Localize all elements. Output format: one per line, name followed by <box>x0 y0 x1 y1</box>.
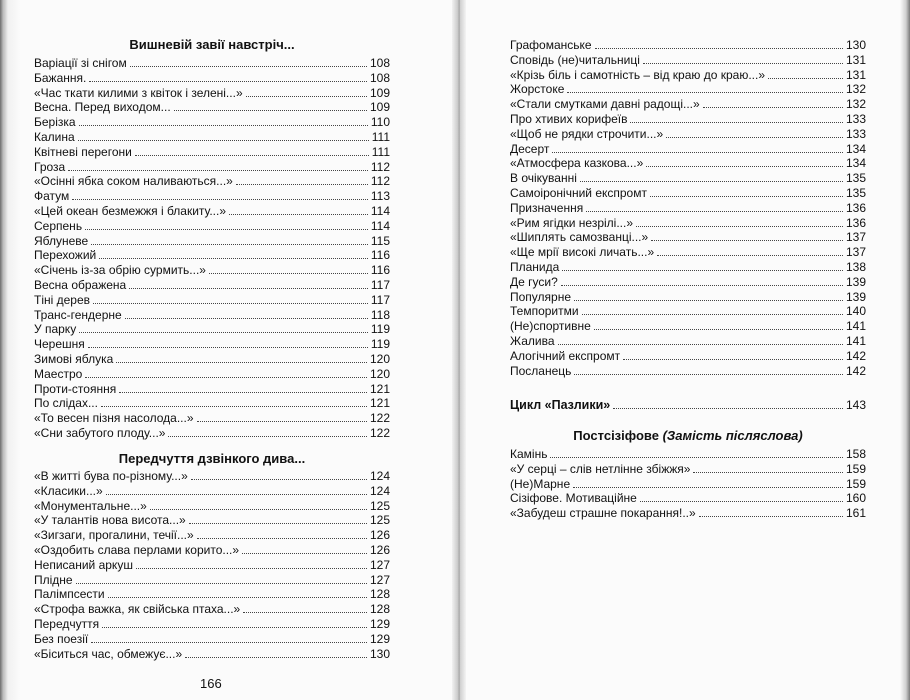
dot-leader <box>666 137 843 138</box>
entry-page-number: 116 <box>370 263 390 278</box>
entry-page-number: 158 <box>845 447 866 461</box>
dot-leader <box>236 184 368 185</box>
toc-entry <box>34 573 390 588</box>
toc-entry <box>510 491 866 506</box>
entry-title: Перехожий <box>34 248 97 263</box>
toc-entry <box>510 142 866 157</box>
dot-leader <box>550 457 843 458</box>
entry-title: Весна. Перед виходом... <box>34 100 171 115</box>
entry-title: «Цей океан безмежжя і блакиту...» <box>34 203 227 218</box>
toc-entry <box>510 447 866 462</box>
entry-page-number: 134 <box>845 156 866 171</box>
dot-leader <box>558 344 843 345</box>
entry-page-number: 120 <box>369 351 390 366</box>
entry-title: Темпоритми <box>510 304 579 319</box>
entry-title: Плідне <box>34 572 73 587</box>
toc-entry <box>34 189 390 204</box>
entry-page-number: 110 <box>370 115 390 130</box>
entry-title: Без поезії <box>34 631 89 646</box>
section-subtitle: (Замість післяслова) <box>662 428 803 443</box>
entry-title: «Зигзаги, прогалини, течії...» <box>34 528 194 543</box>
entry-title: Маестро <box>34 366 83 381</box>
entry-page-number: 161 <box>845 506 866 521</box>
dot-leader <box>102 627 367 628</box>
dot-leader <box>174 110 367 111</box>
entry-title: Про хтивих корифеїв <box>510 111 628 126</box>
entry-title: Алогічний експромт <box>510 348 621 363</box>
entry-page-number: 130 <box>369 646 390 661</box>
toc-entry <box>510 201 866 216</box>
toc-entry <box>34 263 390 278</box>
dot-leader <box>85 377 367 378</box>
entry-page-number: 114 <box>370 218 390 233</box>
entry-page-number: 111 <box>371 129 390 144</box>
dot-leader <box>582 314 843 315</box>
entry-page-number: 108 <box>369 56 390 70</box>
dot-leader <box>703 107 843 108</box>
toc-entry <box>34 219 390 234</box>
dot-leader <box>243 612 367 613</box>
entry-page-number: 129 <box>369 616 390 631</box>
section-heading-vyshnevii: Вишневій завії навстріч... <box>129 37 295 52</box>
toc-entry <box>34 499 390 514</box>
toc-entry <box>34 322 390 337</box>
dot-leader <box>108 597 367 598</box>
entry-title: Варіації зі снігом <box>34 56 127 70</box>
dot-leader <box>699 516 843 517</box>
entry-page-number: 119 <box>370 337 390 352</box>
dot-leader <box>197 421 367 422</box>
dot-leader <box>88 347 368 348</box>
entry-page-number: 126 <box>369 542 390 557</box>
dot-leader <box>651 240 843 241</box>
dot-leader <box>119 392 367 393</box>
toc-entry <box>34 56 390 71</box>
entry-title: Квітневі перегони <box>34 144 132 159</box>
toc-entry <box>34 426 390 441</box>
dot-leader <box>78 140 369 141</box>
dot-leader <box>106 494 367 495</box>
entry-page-number: 159 <box>845 476 866 491</box>
entry-page-number: 159 <box>845 461 866 476</box>
section-heading-peredchuttia: Передчуття дзвінкого дива... <box>118 451 306 466</box>
dot-leader <box>768 78 843 79</box>
entry-page-number: 141 <box>845 333 866 348</box>
entry-title: Популярне <box>510 289 572 304</box>
entry-page-number: 117 <box>370 277 390 292</box>
dot-leader <box>693 472 843 473</box>
dot-leader <box>116 362 367 363</box>
toc-entry <box>510 506 866 521</box>
entry-page-number: 127 <box>369 557 390 572</box>
entry-title: Черешня <box>34 337 85 352</box>
dot-leader <box>189 523 367 524</box>
dot-leader <box>209 273 368 274</box>
entry-title: «Січень із-за обрію сурмить...» <box>34 263 206 278</box>
toc-entry <box>34 248 390 263</box>
dot-leader <box>613 408 843 409</box>
toc-entry <box>510 477 866 492</box>
entry-title: «Стали смутками давні радощі...» <box>510 97 700 112</box>
entry-page-number: 109 <box>369 100 390 115</box>
toc-entry <box>34 411 390 426</box>
dot-leader <box>150 509 367 510</box>
dot-leader <box>246 96 367 97</box>
dot-leader <box>552 152 843 153</box>
dot-leader <box>129 288 368 289</box>
dot-leader <box>135 155 369 156</box>
entry-title: Неписаний аркуш <box>34 557 133 572</box>
dot-leader <box>643 63 843 64</box>
toc-list-section3 <box>510 447 866 521</box>
toc-entry <box>34 382 390 397</box>
entry-title: Фатум <box>34 189 70 204</box>
toc-entry <box>34 602 390 617</box>
entry-title: (Не)спортивне <box>510 319 591 334</box>
entry-title: «Оздобить слава перлами корито...» <box>34 542 240 557</box>
entry-title: «У талантів нова висота...» <box>34 513 186 528</box>
entry-page-number: 122 <box>369 425 390 440</box>
toc-entry <box>34 647 390 662</box>
entry-page-number: 132 <box>845 97 866 112</box>
entry-page-number: 116 <box>370 248 390 263</box>
toc-entry <box>510 290 866 305</box>
dot-leader <box>650 196 843 197</box>
entry-title: «Шиплять самозванці...» <box>510 230 649 245</box>
entry-page-number: 114 <box>370 203 390 218</box>
dot-leader <box>229 214 368 215</box>
entry-title: «Монументальне...» <box>34 498 147 513</box>
entry-title: Зимові яблука <box>34 351 114 366</box>
toc-entry <box>34 234 390 249</box>
entry-title: Передчуття <box>34 616 100 631</box>
entry-title: Графоманське <box>510 38 592 52</box>
toc-entry <box>510 319 866 334</box>
entry-page-number: 139 <box>845 274 866 289</box>
dot-leader <box>72 199 368 200</box>
dot-leader <box>91 244 368 245</box>
entry-title: По слідах... <box>34 396 98 411</box>
entry-page-number: 113 <box>370 189 390 204</box>
entry-title: «В житті бува по-різному...» <box>34 469 188 483</box>
toc-entry <box>34 86 390 101</box>
entry-title: Палімпсести <box>34 587 105 602</box>
dot-leader <box>623 359 843 360</box>
entry-page-number: 108 <box>369 70 390 85</box>
entry-title: «Рим ягідки незрілі...» <box>510 215 634 230</box>
dot-leader <box>79 125 368 126</box>
entry-title: Жорстоке <box>510 82 565 97</box>
entry-page-number: 137 <box>845 230 866 245</box>
entry-page-number: 130 <box>845 38 866 52</box>
entry-page-number: 133 <box>845 111 866 126</box>
entry-title: Тіні дерев <box>34 292 91 307</box>
toc-entry <box>510 156 866 171</box>
entry-page-number: 117 <box>370 292 390 307</box>
entry-page-number: 128 <box>369 602 390 617</box>
dot-leader <box>79 332 368 333</box>
toc-entry <box>34 204 390 219</box>
entry-page-number: 141 <box>845 319 866 334</box>
entry-page-number: 131 <box>845 67 866 82</box>
dot-leader <box>101 406 367 407</box>
toc-entry <box>510 186 866 201</box>
cycle-page: 143 <box>845 398 866 412</box>
entry-page-number: 120 <box>369 366 390 381</box>
entry-title: Проти-стояння <box>34 381 117 396</box>
entry-title: Яблуневе <box>34 233 89 248</box>
dot-leader <box>185 657 367 658</box>
cycle-entry-pazlyky <box>510 398 866 412</box>
entry-page-number: 140 <box>845 304 866 319</box>
toc-entry <box>510 68 866 83</box>
dot-leader <box>68 170 368 171</box>
toc-entry <box>34 632 390 647</box>
entry-title: «Атмосфера казкова...» <box>510 156 644 171</box>
dot-leader <box>567 92 843 93</box>
dot-leader <box>242 553 367 554</box>
dot-leader <box>594 329 843 330</box>
toc-entry <box>34 174 390 189</box>
entry-title: (Не)Марне <box>510 476 571 491</box>
toc-entry <box>34 115 390 130</box>
toc-entry <box>510 304 866 319</box>
toc-entry <box>510 230 866 245</box>
dot-leader <box>561 285 843 286</box>
entry-page-number: 115 <box>370 233 390 248</box>
entry-page-number: 124 <box>369 469 390 483</box>
toc-entry <box>34 484 390 499</box>
toc-entry <box>34 528 390 543</box>
entry-page-number: 112 <box>370 174 390 189</box>
entry-page-number: 134 <box>845 141 866 156</box>
entry-title: «У серці – слів нетлінне збіжжя» <box>510 461 691 476</box>
cycle-title: Цикл «Пазлики» <box>510 398 611 412</box>
entry-page-number: 135 <box>845 185 866 200</box>
toc-entry <box>34 543 390 558</box>
section-heading-postsizifove <box>510 428 866 443</box>
entry-page-number: 119 <box>370 322 390 337</box>
entry-title: Жалива <box>510 333 555 348</box>
entry-title: Серпень <box>34 218 83 233</box>
entry-title: «Біситься час, обмежує...» <box>34 646 183 661</box>
entry-page-number: 109 <box>369 85 390 100</box>
toc-entry <box>34 513 390 528</box>
entry-title: Калина <box>34 129 75 144</box>
toc-entry <box>34 308 390 323</box>
dot-leader <box>85 229 368 230</box>
entry-page-number: 112 <box>370 159 390 174</box>
toc-entry <box>34 587 390 602</box>
entry-title: «Ще мрії високі личать...» <box>510 245 655 260</box>
dot-leader <box>130 66 367 67</box>
entry-page-number: 133 <box>845 126 866 141</box>
toc-entry <box>510 171 866 186</box>
dot-leader <box>562 270 843 271</box>
dot-leader <box>586 211 843 212</box>
entry-title: Берізка <box>34 115 76 130</box>
toc-entry <box>34 469 390 484</box>
toc-entry <box>34 337 390 352</box>
dot-leader <box>168 436 367 437</box>
entry-title: «Класики...» <box>34 483 103 498</box>
entry-page-number: 124 <box>369 483 390 498</box>
toc-entry <box>34 160 390 175</box>
dot-leader <box>646 166 843 167</box>
entry-page-number: 160 <box>845 491 866 506</box>
toc-list-section1 <box>34 56 390 441</box>
entry-page-number: 136 <box>845 215 866 230</box>
entry-title: Посланець <box>510 363 572 378</box>
entry-title: Сповідь (не)читальниці <box>510 52 640 67</box>
dot-leader <box>595 48 843 49</box>
dot-leader <box>89 81 367 82</box>
entry-title: Гроза <box>34 159 66 174</box>
entry-title: Сізіфове. Мотиваційне <box>510 491 637 506</box>
toc-entry <box>34 145 390 160</box>
entry-title: «Сни забутого плоду...» <box>34 425 166 440</box>
dot-leader <box>91 642 367 643</box>
toc-entry <box>34 278 390 293</box>
dot-leader <box>630 122 842 123</box>
toc-entry <box>510 364 866 379</box>
dot-leader <box>76 583 367 584</box>
toc-entry <box>510 38 866 53</box>
entry-title: Планида <box>510 259 560 274</box>
dot-leader <box>640 501 843 502</box>
dot-leader <box>136 568 367 569</box>
entry-page-number: 126 <box>369 528 390 543</box>
toc-entry <box>34 293 390 308</box>
dot-leader <box>125 318 368 319</box>
toc-entry <box>510 53 866 68</box>
entry-page-number: 121 <box>369 381 390 396</box>
entry-page-number: 132 <box>845 82 866 97</box>
entry-title: «Строфа важка, як свійська птаха...» <box>34 602 241 617</box>
toc-entry <box>34 617 390 632</box>
entry-page-number: 139 <box>845 289 866 304</box>
entry-title: «Час ткати килими з квіток і зелені...» <box>34 85 243 100</box>
toc-entry <box>510 462 866 477</box>
entry-title: Бажання. <box>34 70 87 85</box>
dot-leader <box>580 181 843 182</box>
dot-leader <box>93 303 368 304</box>
entry-title: Транс-гендерне <box>34 307 122 322</box>
toc-entry <box>34 367 390 382</box>
entry-title: Самоіронічний експромт <box>510 185 647 200</box>
page-edge-right <box>900 0 910 700</box>
toc-entry <box>510 334 866 349</box>
toc-entry <box>34 396 390 411</box>
entry-title: Весна ображена <box>34 277 127 292</box>
entry-page-number: 142 <box>845 363 866 378</box>
entry-page-number: 127 <box>369 572 390 587</box>
toc-entry <box>34 558 390 573</box>
book-gutter <box>452 0 466 700</box>
entry-page-number: 118 <box>370 307 390 322</box>
dot-leader <box>574 300 843 301</box>
section-title: Постсізіфове <box>573 428 659 443</box>
entry-page-number: 128 <box>369 587 390 602</box>
entry-page-number: 131 <box>845 52 866 67</box>
toc-entry <box>34 71 390 86</box>
entry-title: Десерт <box>510 141 550 156</box>
entry-page-number: 142 <box>845 348 866 363</box>
entry-title: «То весен пізня насолода...» <box>34 411 194 426</box>
toc-entry <box>510 97 866 112</box>
entry-title: Де гуси? <box>510 274 558 289</box>
left-page <box>0 0 452 700</box>
toc-entry <box>510 260 866 275</box>
entry-title: В очікуванні <box>510 171 577 186</box>
entry-page-number: 136 <box>845 200 866 215</box>
toc-entry <box>510 82 866 97</box>
entry-title: «Крізь біль і самотність – від краю до краю...» <box>510 67 766 82</box>
toc-entry <box>510 245 866 260</box>
entry-page-number: 111 <box>371 144 390 159</box>
toc-entry <box>510 216 866 231</box>
entry-title: Призначення <box>510 200 584 215</box>
right-page <box>466 0 910 700</box>
toc-entry <box>510 349 866 364</box>
entry-page-number: 129 <box>369 631 390 646</box>
entry-title: Камінь <box>510 447 548 461</box>
toc-entry <box>510 127 866 142</box>
dot-leader <box>191 479 367 480</box>
dot-leader <box>197 538 367 539</box>
entry-title: «Щоб не рядки строчити...» <box>510 126 664 141</box>
entry-title: «Осінні ябка соком наливаються...» <box>34 174 233 189</box>
toc-entry <box>34 352 390 367</box>
entry-page-number: 137 <box>845 245 866 260</box>
dot-leader <box>99 258 368 259</box>
toc-list-continued <box>510 38 866 378</box>
page-number: 166 <box>200 676 222 691</box>
entry-page-number: 135 <box>845 171 866 186</box>
entry-page-number: 122 <box>369 411 390 426</box>
entry-page-number: 125 <box>369 513 390 528</box>
dot-leader <box>657 255 843 256</box>
toc-entry <box>34 100 390 115</box>
dot-leader <box>574 374 843 375</box>
entry-page-number: 138 <box>845 259 866 274</box>
toc-entry <box>510 275 866 290</box>
entry-title: У парку <box>34 322 77 337</box>
toc-list-section2 <box>34 469 390 661</box>
toc-entry <box>510 112 866 127</box>
entry-page-number: 121 <box>369 396 390 411</box>
entry-title: «Забудеш страшне покарання!..» <box>510 506 696 521</box>
toc-entry <box>34 130 390 145</box>
entry-page-number: 125 <box>369 498 390 513</box>
page-edge-left <box>0 0 8 700</box>
dot-leader <box>636 226 843 227</box>
dot-leader <box>573 487 843 488</box>
